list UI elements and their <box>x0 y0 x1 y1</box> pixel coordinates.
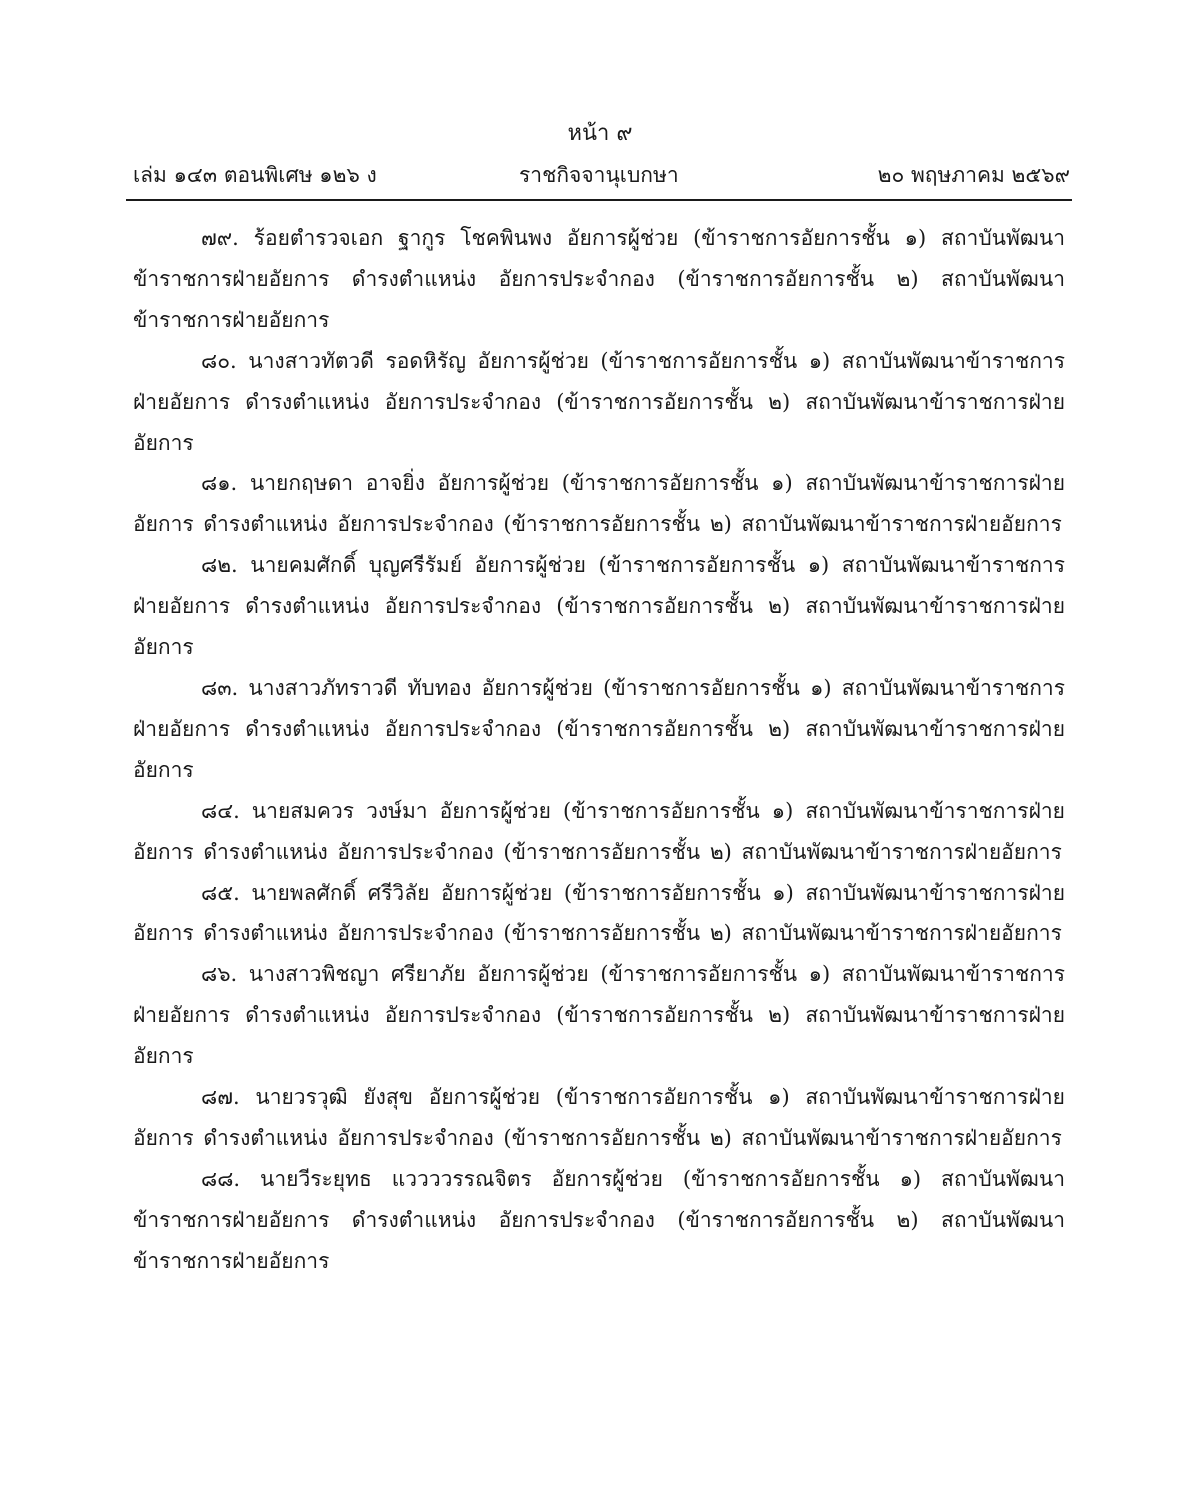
appointment-list <box>133 218 1065 1282</box>
list-item: ๘๐. นางสาวทัตวดี รอดหิรัญ อัยการผู้ช่วย (ข้าราชการอัยการชั้น ๑) สถาบันพัฒนาข้าราชการฝ่ายอัยการ ดำรงตำแหน่ง อัยการประจำกอง (ข้าราชการอัยการชั้น ๒) สถาบันพัฒนาข้าราชการฝ่ายอัยการ <box>133 348 1065 455</box>
volume-issue: เล่ม ๑๔๓ ตอนพิเศษ ๑๒๖ ง <box>133 163 377 187</box>
list-item: ๘๗. นายวรวุฒิ ยังสุข อัยการผู้ช่วย (ข้าราชการอัยการชั้น ๑) สถาบันพัฒนาข้าราชการฝ่ายอัยการ ดำรงตำแหน่ง อัยการประจำกอง (ข้าราชการอัยการชั้น ๒) สถาบันพัฒนาข้าราชการฝ่ายอัยการ <box>133 1085 1065 1150</box>
publication-title: ราชกิจจานุเบกษา <box>519 163 679 187</box>
list-item: ๘๖. นางสาวพิชญา ศรียาภัย อัยการผู้ช่วย (ข้าราชการอัยการชั้น ๑) สถาบันพัฒนาข้าราชการฝ่ายอัยการ ดำรงตำแหน่ง อัยการประจำกอง (ข้าราชการอัยการชั้น ๒) สถาบันพัฒนาข้าราชการฝ่ายอัยการ <box>133 962 1065 1069</box>
list-item: ๘๑. นายกฤษดา อาจยิ่ง อัยการผู้ช่วย (ข้าราชการอัยการชั้น ๑) สถาบันพัฒนาข้าราชการฝ่ายอัยการ ดำรงตำแหน่ง อัยการประจำกอง (ข้าราชการอัยการชั้น ๒) สถาบันพัฒนาข้าราชการฝ่ายอัยการ <box>133 471 1065 537</box>
running-header <box>133 158 1070 192</box>
list-item: ๘๕. นายพลศักดิ์ ศรีวิลัย อัยการผู้ช่วย (ข้าราชการอัยการชั้น ๑) สถาบันพัฒนาข้าราชการฝ่ายอัยการ ดำรงตำแหน่ง อัยการประจำกอง (ข้าราชการอัยการชั้น ๒) สถาบันพัฒนาข้าราชการฝ่ายอัยการ <box>133 880 1065 946</box>
list-item: ๗๙. ร้อยตำรวจเอก ฐากูร โชคพินพง อัยการผู้ช่วย (ข้าราชการอัยการชั้น ๑) สถาบันพัฒนาข้าราชการฝ่ายอัยการ ดำรงตำแหน่ง อัยการประจำกอง (ข้าราชการอัยการชั้น ๒) สถาบันพัฒนาข้าราชการฝ่ายอัยการ <box>133 226 1065 332</box>
header-rule <box>126 199 1072 201</box>
publication-date: ๒๐ พฤษภาคม ๒๕๖๙ <box>877 163 1070 187</box>
list-item: ๘๘. นายวีระยุทธ แววววรรณจิตร อัยการผู้ช่วย (ข้าราชการอัยการชั้น ๑) สถาบันพัฒนาข้าราชการฝ่ายอัยการ ดำรงตำแหน่ง อัยการประจำกอง (ข้าราชการอัยการชั้น ๒) สถาบันพัฒนาข้าราชการฝ่ายอัยการ <box>133 1166 1065 1273</box>
list-item: ๘๔. นายสมควร วงษ์มา อัยการผู้ช่วย (ข้าราชการอัยการชั้น ๑) สถาบันพัฒนาข้าราชการฝ่ายอัยการ ดำรงตำแหน่ง อัยการประจำกอง (ข้าราชการอัยการชั้น ๒) สถาบันพัฒนาข้าราชการฝ่ายอัยการ <box>133 798 1065 864</box>
page-number: หน้า ๙ <box>567 121 633 146</box>
list-item: ๘๓. นางสาวภัทราวดี ทับทอง อัยการผู้ช่วย (ข้าราชการอัยการชั้น ๑) สถาบันพัฒนาข้าราชการฝ่ายอัยการ ดำรงตำแหน่ง อัยการประจำกอง (ข้าราชการอัยการชั้น ๒) สถาบันพัฒนาข้าราชการฝ่ายอัยการ <box>133 675 1065 782</box>
list-item: ๘๒. นายคมศักดิ์ บุญศรีรัมย์ อัยการผู้ช่วย (ข้าราชการอัยการชั้น ๑) สถาบันพัฒนาข้าราชการฝ่ายอัยการ ดำรงตำแหน่ง อัยการประจำกอง (ข้าราชการอัยการชั้น ๒) สถาบันพัฒนาข้าราชการฝ่ายอัยการ <box>133 553 1065 660</box>
